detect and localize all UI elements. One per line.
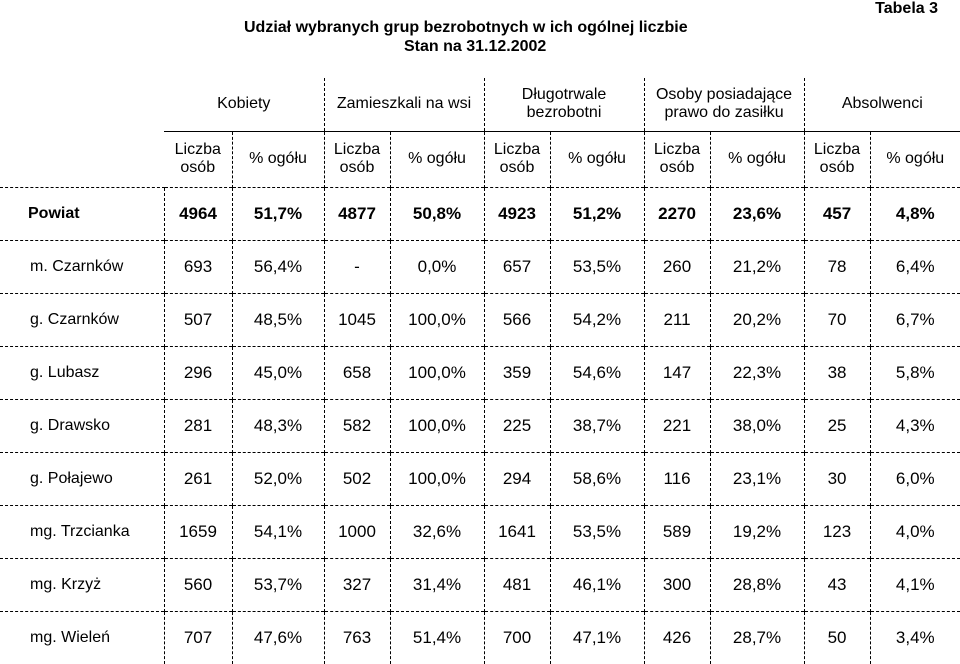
count-cell: 294 xyxy=(484,452,550,505)
count-cell: 560 xyxy=(164,558,232,611)
percent-cell: 22,3% xyxy=(710,346,804,399)
percent-cell: 4,8% xyxy=(870,187,960,240)
count-cell: 4964 xyxy=(164,187,232,240)
count-cell: 582 xyxy=(324,399,390,452)
percent-cell: 4,1% xyxy=(870,558,960,611)
count-cell: 78 xyxy=(804,240,870,293)
count-cell: 25 xyxy=(804,399,870,452)
percent-cell: 51,2% xyxy=(550,187,644,240)
percent-cell: 45,0% xyxy=(232,346,324,399)
table-row xyxy=(0,293,960,346)
percent-cell: 51,4% xyxy=(390,611,484,664)
count-subheader: Liczba osób xyxy=(164,131,232,187)
percent-cell: 23,1% xyxy=(710,452,804,505)
group-header: Kobiety xyxy=(217,95,271,113)
percent-cell: 53,5% xyxy=(550,505,644,558)
table-row xyxy=(0,399,960,452)
percent-cell: 20,2% xyxy=(710,293,804,346)
table-row xyxy=(0,452,960,505)
row-label: g. Lubasz xyxy=(0,346,164,399)
count-cell: 1045 xyxy=(324,293,390,346)
percent-cell: 100,0% xyxy=(390,293,484,346)
count-cell: 123 xyxy=(804,505,870,558)
count-cell: 327 xyxy=(324,558,390,611)
count-cell: - xyxy=(324,240,390,293)
count-cell: 296 xyxy=(164,346,232,399)
title-line-1: Udział wybranych grup bezrobotnych w ich ogólnej liczbie xyxy=(244,19,688,36)
percent-cell: 6,0% xyxy=(870,452,960,505)
count-cell: 300 xyxy=(644,558,710,611)
table-row xyxy=(0,505,960,558)
table-row xyxy=(0,240,960,293)
percent-cell: 28,8% xyxy=(710,558,804,611)
count-cell: 1659 xyxy=(164,505,232,558)
count-cell: 1000 xyxy=(324,505,390,558)
title-line-2: Stan na 31.12.2002 xyxy=(404,38,547,55)
count-cell: 147 xyxy=(644,346,710,399)
count-cell: 38 xyxy=(804,346,870,399)
count-cell: 566 xyxy=(484,293,550,346)
count-cell: 589 xyxy=(644,505,710,558)
percent-cell: 54,2% xyxy=(550,293,644,346)
percent-cell: 19,2% xyxy=(710,505,804,558)
percent-cell: 28,7% xyxy=(710,611,804,664)
row-label: g. Połajewo xyxy=(0,452,164,505)
group-header: Długotrwale bezrobotni xyxy=(484,78,644,131)
row-label: mg. Wieleń xyxy=(0,611,164,664)
count-subheader: Liczba osób xyxy=(804,131,870,187)
row-label: mg. Krzyż xyxy=(0,558,164,611)
percent-cell: 32,6% xyxy=(390,505,484,558)
percent-cell: 46,1% xyxy=(550,558,644,611)
count-cell: 502 xyxy=(324,452,390,505)
percent-cell: 21,2% xyxy=(710,240,804,293)
table-row xyxy=(0,346,960,399)
count-cell: 2270 xyxy=(644,187,710,240)
count-cell: 30 xyxy=(804,452,870,505)
percent-cell: 0,0% xyxy=(390,240,484,293)
percent-cell: 23,6% xyxy=(710,187,804,240)
percent-subheader: % ogółu xyxy=(550,131,644,187)
percent-cell: 31,4% xyxy=(390,558,484,611)
percent-cell: 5,8% xyxy=(870,346,960,399)
percent-subheader: % ogółu xyxy=(870,131,960,187)
percent-cell: 48,5% xyxy=(232,293,324,346)
percent-cell: 48,3% xyxy=(232,399,324,452)
percent-cell: 58,6% xyxy=(550,452,644,505)
count-subheader: Liczba osób xyxy=(324,131,390,187)
percent-cell: 100,0% xyxy=(390,452,484,505)
count-cell: 50 xyxy=(804,611,870,664)
count-cell: 700 xyxy=(484,611,550,664)
percent-subheader: % ogółu xyxy=(390,131,484,187)
count-cell: 43 xyxy=(804,558,870,611)
percent-cell: 38,7% xyxy=(550,399,644,452)
count-cell: 763 xyxy=(324,611,390,664)
count-cell: 507 xyxy=(164,293,232,346)
count-cell: 426 xyxy=(644,611,710,664)
percent-cell: 53,7% xyxy=(232,558,324,611)
count-subheader: Liczba osób xyxy=(644,131,710,187)
percent-cell: 54,1% xyxy=(232,505,324,558)
percent-cell: 47,6% xyxy=(232,611,324,664)
percent-cell: 38,0% xyxy=(710,399,804,452)
count-cell: 4877 xyxy=(324,187,390,240)
table-row xyxy=(0,611,960,664)
count-cell: 211 xyxy=(644,293,710,346)
row-label: m. Czarnków xyxy=(0,240,164,293)
count-cell: 261 xyxy=(164,452,232,505)
table-row xyxy=(0,558,960,611)
percent-cell: 50,8% xyxy=(390,187,484,240)
percent-subheader: % ogółu xyxy=(232,131,324,187)
table-label: Tabela 3 xyxy=(875,0,938,17)
table-row-powiat xyxy=(0,187,960,240)
count-cell: 4923 xyxy=(484,187,550,240)
group-header: Absolwenci xyxy=(804,78,960,131)
count-cell: 70 xyxy=(804,293,870,346)
percent-cell: 54,6% xyxy=(550,346,644,399)
percent-cell: 6,4% xyxy=(870,240,960,293)
percent-cell: 4,0% xyxy=(870,505,960,558)
count-subheader: Liczba osób xyxy=(484,131,550,187)
count-cell: 221 xyxy=(644,399,710,452)
corner-cell xyxy=(0,78,164,131)
percent-cell: 47,1% xyxy=(550,611,644,664)
row-label: g. Czarnków xyxy=(0,293,164,346)
count-cell: 657 xyxy=(484,240,550,293)
percent-cell: 3,4% xyxy=(870,611,960,664)
percent-cell: 100,0% xyxy=(390,399,484,452)
count-cell: 707 xyxy=(164,611,232,664)
count-cell: 658 xyxy=(324,346,390,399)
percent-cell: 4,3% xyxy=(870,399,960,452)
percent-cell: 100,0% xyxy=(390,346,484,399)
row-label: Powiat xyxy=(0,187,164,240)
row-label: g. Drawsko xyxy=(0,399,164,452)
count-cell: 457 xyxy=(804,187,870,240)
percent-cell: 52,0% xyxy=(232,452,324,505)
percent-cell: 56,4% xyxy=(232,240,324,293)
count-cell: 693 xyxy=(164,240,232,293)
unemployment-table xyxy=(0,78,960,664)
count-cell: 1641 xyxy=(484,505,550,558)
percent-cell: 6,7% xyxy=(870,293,960,346)
count-cell: 359 xyxy=(484,346,550,399)
group-header: Osoby posiadające prawo do zasiłku xyxy=(644,78,804,131)
percent-cell: 51,7% xyxy=(232,187,324,240)
count-cell: 260 xyxy=(644,240,710,293)
corner-cell xyxy=(0,131,164,187)
group-header: Zamieszkali na wsi xyxy=(324,78,484,131)
count-cell: 281 xyxy=(164,399,232,452)
group-header-row xyxy=(0,78,960,131)
row-label: mg. Trzcianka xyxy=(0,505,164,558)
count-cell: 116 xyxy=(644,452,710,505)
percent-subheader: % ogółu xyxy=(710,131,804,187)
subheader-row xyxy=(0,131,960,187)
count-cell: 225 xyxy=(484,399,550,452)
percent-cell: 53,5% xyxy=(550,240,644,293)
count-cell: 481 xyxy=(484,558,550,611)
